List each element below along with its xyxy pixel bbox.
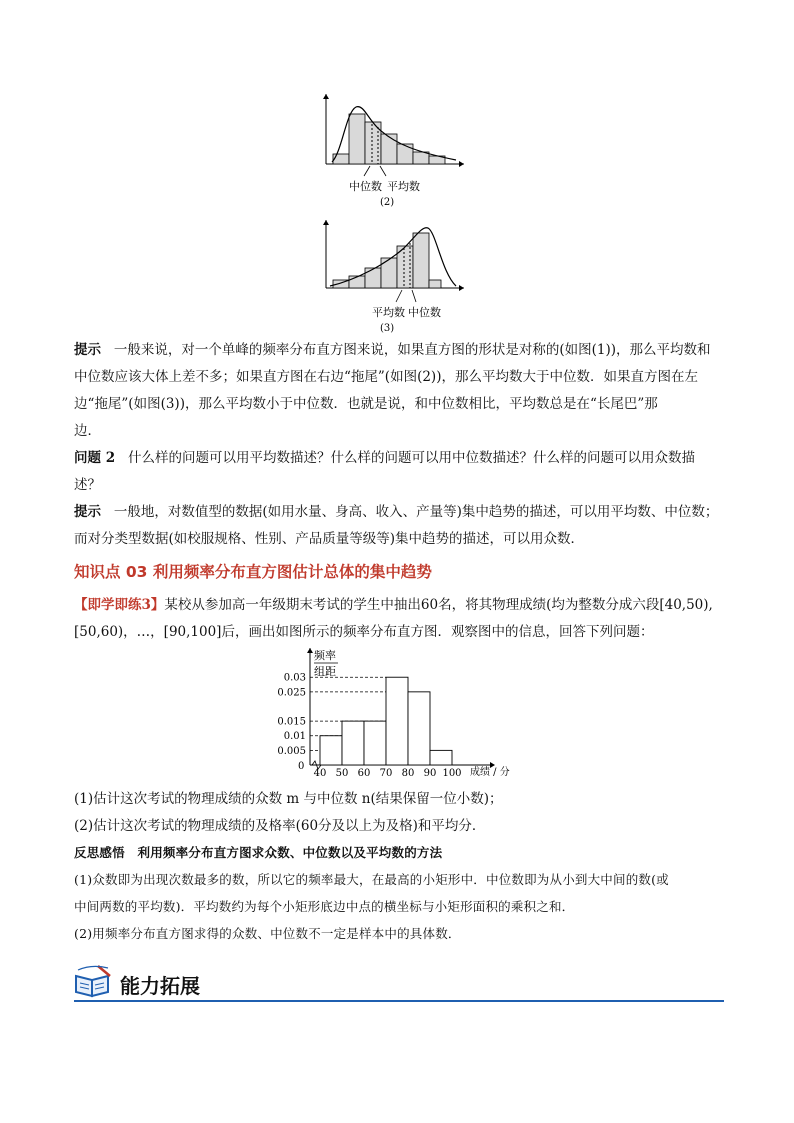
tip2-text-1: 一般地，对数值型的数据(如用水量、身高、收入、产量等)集中趋势的描述，可以用平均数、中位数； — [113, 504, 719, 520]
fig3-mean-label: 平均数 — [372, 306, 405, 319]
y-tick-label: 0.015 — [277, 716, 306, 728]
question-line-2: (2)估计这次考试的物理成绩的及格率(60分及以上为及格)和平均分． — [74, 818, 486, 834]
exercise-line-2: [50,60)，…，[90,100]后，画出如图所示的频率分布直方图．观察图中的信息，回答下列问题： — [74, 624, 654, 640]
xlabel: 成绩 / 分 — [470, 767, 510, 778]
knowledge-point-title: 知识点 03 利用频率分布直方图估计总体的集中趋势 — [74, 563, 432, 581]
reflection-line-1: (1)众数即为出现次数最多的数，所以它的频率最大，在最高的小矩形中．中位数即为从小到大中间的数(或 — [74, 872, 669, 887]
x-tick-label: 90 — [423, 768, 437, 779]
y-tick-label: 0.005 — [277, 745, 306, 757]
exercise-text-1: 某校从参加高一年级期末考试的学生中抽出60名，将其物理成绩(均为整数分成六段[40,50), — [164, 597, 713, 613]
y-tick-label: 0.025 — [277, 687, 306, 699]
question-line-1: (1)估计这次考试的物理成绩的众数 m 与中位数 n(结果保留一位小数)； — [74, 791, 503, 807]
fig3-median-label: 中位数 — [408, 306, 441, 319]
tip2-line-1 — [74, 502, 724, 522]
exercise-line-1 — [74, 595, 724, 615]
fig2-mean-label: 平均数 — [387, 180, 420, 193]
ylabel-top: 频率 — [314, 649, 336, 662]
x-tick-label: 80 — [401, 768, 415, 779]
book-icon — [72, 962, 116, 1000]
y-tick-label: 0.03 — [283, 672, 306, 684]
question2-text-1: 什么样的问题可以用平均数描述？什么样的问题可以用中位数描述？什么样的问题可以用众数描 — [127, 450, 695, 466]
tip1-line-1 — [74, 340, 724, 360]
ylabel-bottom: 组距 — [314, 665, 336, 678]
x-tick-label: 50 — [335, 768, 349, 779]
y-origin: 0 — [298, 761, 305, 772]
tip1-label: 提示 — [74, 342, 101, 358]
histogram-bar — [430, 750, 452, 765]
reflection-line-2: 中间两数的平均数)．平均数约为每个小矩形底边中点的横坐标与小矩形面积的乘积之和． — [74, 899, 575, 914]
figure-right-skew — [316, 92, 466, 210]
x-tick-label: 70 — [379, 768, 393, 779]
fig2-caption: (2) — [380, 197, 395, 208]
reflection-line-3: (2)用频率分布直方图求得的众数、中位数不一定是样本中的具体数． — [74, 926, 461, 941]
histogram-bar — [408, 692, 430, 765]
section-underline — [74, 1000, 724, 1002]
section-title: 能力拓展 — [120, 974, 200, 998]
tip2-line-2: 而对分类型数据(如校服规格、性别、产品质量等级等)集中趋势的描述，可以用众数． — [74, 531, 585, 547]
histogram-bar — [342, 721, 364, 765]
question2-label: 问题 2 — [74, 450, 116, 466]
frequency-histogram — [262, 645, 532, 781]
histogram-bar — [386, 677, 408, 765]
question2-line-1 — [74, 448, 724, 468]
tip1-line-3: 边“拖尾”(如图(3))，那么平均数小于中位数．也就是说，和中位数相比，平均数总是在“长尾巴”那 — [74, 396, 658, 412]
fig2-median-label: 中位数 — [349, 180, 382, 193]
tip1-text-1: 一般来说，对一个单峰的频率分布直方图来说，如果直方图的形状是对称的(如图(1))，那么平均数和 — [113, 342, 711, 358]
reflection-title: 反思感悟 利用频率分布直方图求众数、中位数以及平均数的方法 — [74, 845, 443, 860]
histogram-bar — [320, 736, 342, 765]
tip2-label: 提示 — [74, 504, 101, 520]
question2-line-2: 述？ — [74, 477, 101, 493]
tip1-line-4: 边． — [74, 423, 101, 439]
fig3-caption: (3) — [380, 323, 395, 334]
x-tick-label: 40 — [313, 768, 327, 779]
y-tick-label: 0.01 — [283, 731, 306, 743]
exercise-tag: 【即学即练3】 — [74, 597, 165, 613]
figure-left-skew — [316, 218, 466, 336]
histogram-bar — [364, 721, 386, 765]
x-tick-label: 100 — [442, 768, 462, 779]
x-tick-label: 60 — [357, 768, 371, 779]
tip1-line-2: 中位数应该大体上差不多；如果直方图在右边“拖尾”(如图(2))，那么平均数大于中位数．如果直方图在左 — [74, 369, 698, 385]
